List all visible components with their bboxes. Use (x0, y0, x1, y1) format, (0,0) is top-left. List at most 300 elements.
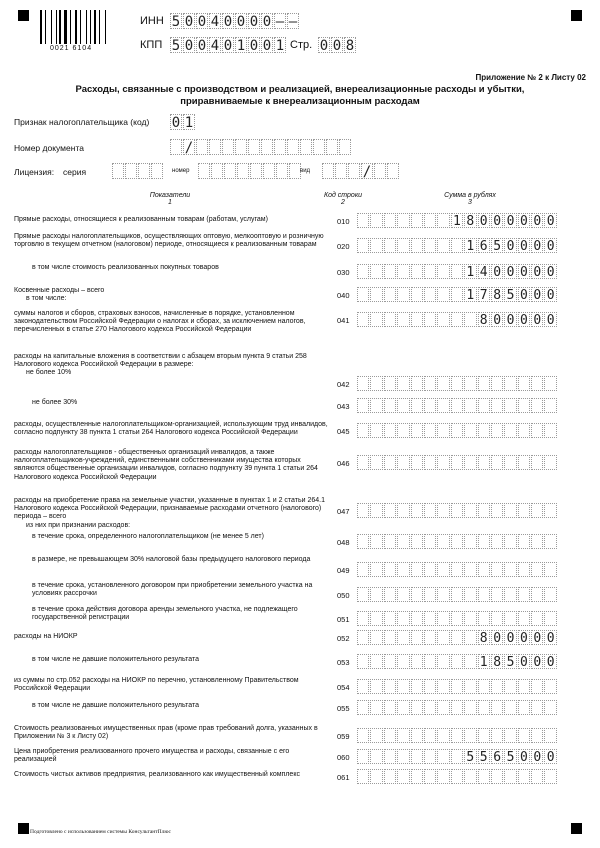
row-label-text: в том числе не давшие положительного результата (32, 702, 199, 709)
amount-digit (437, 376, 449, 391)
row-amount-field[interactable] (357, 587, 558, 602)
column-header-indicators-number: 1 (168, 199, 172, 206)
column-header-code (318, 192, 368, 206)
amount-digit (544, 562, 556, 577)
license-number-cell (224, 163, 236, 179)
document-number-cell (274, 139, 286, 155)
amount-digit (491, 423, 503, 438)
amount-digit (437, 287, 449, 302)
amount-digit (544, 398, 556, 413)
amount-digit (357, 423, 369, 438)
amount-digit (531, 398, 543, 413)
amount-digit (397, 562, 409, 577)
row-label (14, 633, 332, 641)
amount-digit (370, 749, 382, 764)
amount-digit (437, 630, 449, 645)
page-number (318, 37, 357, 53)
amount-digit (518, 679, 530, 694)
amount-digit (437, 264, 449, 279)
amount-digit (370, 562, 382, 577)
amount-digit: 4 (478, 264, 490, 279)
row-label (32, 264, 332, 272)
amount-digit (411, 749, 423, 764)
row-amount-field[interactable] (357, 679, 558, 694)
row-code: 030 (337, 268, 350, 277)
amount-digit (424, 398, 436, 413)
row-label (14, 771, 332, 779)
barcode-bar (94, 10, 96, 44)
amount-digit (384, 423, 396, 438)
barcode-bar (53, 10, 55, 44)
license-series-cell (151, 163, 163, 179)
amount-digit (544, 728, 556, 743)
barcode-bar (107, 10, 109, 44)
amount-digit (451, 503, 463, 518)
license-number-field[interactable] (198, 163, 302, 179)
amount-digit (411, 700, 423, 715)
row-code: 053 (337, 658, 350, 667)
row-code: 054 (337, 683, 350, 692)
amount-digit (411, 312, 423, 327)
document-number-cell (261, 139, 273, 155)
license-type-cell: / (362, 164, 372, 180)
amount-digit (451, 534, 463, 549)
column-header-amount-number: 3 (468, 199, 472, 206)
amount-digit: 0 (504, 264, 516, 279)
barcode-bar (68, 10, 69, 44)
amount-digit: 0 (518, 654, 530, 669)
amount-digit (451, 679, 463, 694)
inn-digit: 0 (223, 14, 233, 30)
row-label-text: в течение срока, определенного налогоплательщиком (не менее 5 лет) (32, 533, 264, 540)
amount-digit (370, 769, 382, 784)
amount-digit (411, 287, 423, 302)
license-type-cell (374, 163, 386, 179)
amount-digit (518, 503, 530, 518)
amount-digit (504, 423, 516, 438)
amount-digit (411, 654, 423, 669)
amount-digit (411, 423, 423, 438)
amount-digit (397, 264, 409, 279)
amount-digit (424, 611, 436, 626)
row-amount-field[interactable] (357, 654, 558, 669)
amount-digit (397, 238, 409, 253)
amount-digit (531, 562, 543, 577)
amount-digit (437, 611, 449, 626)
amount-digit (531, 769, 543, 784)
amount-digit (424, 630, 436, 645)
amount-digit (424, 238, 436, 253)
license-number-label: номер (172, 168, 190, 174)
amount-digit (424, 587, 436, 602)
kpp-digit: 4 (210, 38, 220, 54)
license-type-cell (322, 163, 334, 179)
row-amount-field[interactable] (357, 423, 558, 438)
row-amount-field[interactable] (357, 238, 558, 253)
amount-digit (370, 287, 382, 302)
inn-label: ИНН (140, 15, 164, 27)
row-code: 051 (337, 615, 350, 624)
amount-digit (397, 213, 409, 228)
document-number-field[interactable] (170, 139, 352, 155)
amount-digit (437, 423, 449, 438)
row-amount-field[interactable] (357, 534, 558, 549)
row-label (32, 656, 332, 664)
row-sublabel-text: в том числе: (26, 295, 67, 303)
amount-digit: 0 (478, 213, 490, 228)
row-amount-field[interactable] (357, 264, 558, 279)
barcode-bar (92, 10, 93, 44)
amount-digit (464, 562, 476, 577)
amount-digit: 0 (531, 312, 543, 327)
license-type-field[interactable] (322, 163, 400, 179)
amount-digit (357, 398, 369, 413)
amount-digit: 0 (518, 312, 530, 327)
amount-digit (478, 376, 490, 391)
license-type-label: вид (300, 168, 311, 174)
row-amount-field[interactable] (357, 503, 558, 518)
amount-digit (370, 700, 382, 715)
amount-digit (397, 376, 409, 391)
amount-digit (544, 423, 556, 438)
amount-digit (531, 679, 543, 694)
amount-digit (357, 264, 369, 279)
row-label-text: расходы налогоплательщиков - общественных организаций инвалидов, а также налогоплательщиков-учреждений, единственными собственниками имущества которых являются общественные организации инвалидов, согласно подпункту 39 пункта 1 статьи 264 Налогового кодекса Российской Федерации (14, 449, 318, 481)
amount-digit: 0 (544, 287, 556, 302)
barcode-bar (64, 10, 67, 44)
amount-digit (531, 700, 543, 715)
amount-digit: 5 (504, 654, 516, 669)
amount-digit (518, 376, 530, 391)
amount-digit: 6 (491, 749, 503, 764)
amount-digit (451, 587, 463, 602)
amount-digit (370, 213, 382, 228)
amount-digit (384, 398, 396, 413)
row-amount-field[interactable] (357, 728, 558, 743)
amount-digit (451, 312, 463, 327)
document-number-cell: / (184, 140, 194, 156)
page-digit: 8 (345, 38, 355, 54)
row-code: 042 (337, 380, 350, 389)
amount-digit (464, 630, 476, 645)
amount-digit (464, 769, 476, 784)
row-label-text: суммы налогов и сборов, страховых взносов, начисленные в порядке, установленном законодательством Российской Федерации о налогах и сборах, за исключением налогов, перечисленных в статье 270 Налогового кодекса Российской Федерации (14, 310, 306, 334)
row-label (14, 748, 332, 764)
row-code: 049 (337, 566, 350, 575)
amount-digit (518, 562, 530, 577)
amount-digit (478, 679, 490, 694)
inn-value (170, 13, 300, 29)
amount-digit (464, 654, 476, 669)
amount-digit: 0 (531, 654, 543, 669)
amount-digit (478, 398, 490, 413)
row-label-text: не более 30% (32, 399, 78, 406)
document-number-label: Номер документа (14, 143, 84, 153)
barcode-bar (59, 10, 61, 44)
row-code: 060 (337, 753, 350, 762)
amount-digit (424, 312, 436, 327)
amount-digit (518, 728, 530, 743)
amount-digit: 0 (491, 264, 503, 279)
amount-digit (437, 534, 449, 549)
amount-digit: 0 (518, 213, 530, 228)
row-label (14, 216, 332, 224)
amount-digit (424, 679, 436, 694)
kpp-label: КПП (140, 39, 163, 51)
row-amount-field[interactable] (357, 630, 558, 645)
amount-digit (478, 769, 490, 784)
amount-digit: 8 (478, 312, 490, 327)
amount-digit (424, 503, 436, 518)
amount-digit (451, 769, 463, 784)
amount-digit (411, 534, 423, 549)
amount-digit (437, 728, 449, 743)
amount-digit (424, 264, 436, 279)
amount-digit (357, 534, 369, 549)
row-label (32, 702, 332, 710)
barcode-bar (88, 10, 89, 44)
amount-digit (370, 238, 382, 253)
amount-digit (451, 611, 463, 626)
amount-digit (544, 611, 556, 626)
amount-digit: 0 (518, 238, 530, 253)
amount-digit (518, 534, 530, 549)
amount-digit (411, 376, 423, 391)
inn-digit: 0 (262, 14, 272, 30)
row-amount-field[interactable] (357, 287, 558, 302)
document-number-cell (300, 139, 312, 155)
inn-digit: 0 (249, 14, 259, 30)
license-series-cell (125, 163, 137, 179)
row-sublabel-text: не более 10% (26, 369, 72, 377)
row-sublabel-text: из них при признании расходов: (26, 521, 131, 529)
amount-digit (491, 679, 503, 694)
amount-digit (357, 287, 369, 302)
amount-digit (411, 264, 423, 279)
amount-digit (384, 455, 396, 470)
amount-digit (370, 728, 382, 743)
amount-digit: 0 (544, 264, 556, 279)
amount-digit (384, 213, 396, 228)
amount-digit: 8 (491, 287, 503, 302)
kpp-digit: 1 (275, 38, 285, 54)
license-type-cell (348, 163, 360, 179)
amount-digit (464, 503, 476, 518)
amount-digit: 0 (531, 630, 543, 645)
inn-digit: 4 (210, 14, 220, 30)
page-digit: 0 (332, 38, 342, 54)
taxpayer-sign-field[interactable] (170, 114, 196, 130)
row-amount-field[interactable] (357, 700, 558, 715)
row-code: 046 (337, 459, 350, 468)
amount-digit (424, 213, 436, 228)
amount-digit (424, 287, 436, 302)
barcode-bar (80, 10, 81, 44)
row-label-text: из суммы по стр.052 расходы на НИОКР по перечню, установленному Правительством Российской Федерации (14, 677, 299, 693)
amount-digit (384, 654, 396, 669)
barcode-bar (82, 10, 85, 44)
document-number-cell (313, 139, 325, 155)
amount-digit: 8 (478, 630, 490, 645)
amount-digit (397, 700, 409, 715)
document-number-cell (326, 139, 338, 155)
row-label-text: Стоимость реализованных имущественных прав (кроме прав требований долга, указанных в Приложении № 3 к Листу 02) (14, 725, 318, 741)
amount-digit (544, 376, 556, 391)
amount-digit: 0 (518, 749, 530, 764)
amount-digit (518, 587, 530, 602)
amount-digit (478, 700, 490, 715)
amount-digit (384, 630, 396, 645)
amount-digit (424, 534, 436, 549)
amount-digit (437, 238, 449, 253)
row-label-text: расходы, осуществленные налогоплательщиком-организацией, использующим труд инвалидов, согласно подпункту 38 пункта 1 статьи 264 Налогового кодекса Российской Федерации (14, 421, 328, 437)
license-type-cell (387, 163, 399, 179)
amount-digit (397, 398, 409, 413)
document-number-cell (235, 139, 247, 155)
row-amount-field[interactable] (357, 312, 558, 327)
license-series-field[interactable] (112, 163, 164, 179)
amount-digit (504, 587, 516, 602)
amount-digit: 5 (478, 749, 490, 764)
page-digit: 0 (319, 38, 329, 54)
row-code: 052 (337, 634, 350, 643)
amount-digit: 0 (491, 213, 503, 228)
taxpayer-sign-digit: 0 (171, 115, 181, 131)
amount-digit (437, 700, 449, 715)
row-code: 020 (337, 242, 350, 251)
amount-digit: 5 (504, 749, 516, 764)
amount-digit: 1 (464, 264, 476, 279)
amount-digit (491, 769, 503, 784)
amount-digit (384, 562, 396, 577)
row-label (32, 533, 332, 541)
document-number-cell (196, 139, 208, 155)
amount-digit (504, 728, 516, 743)
amount-digit (424, 700, 436, 715)
kpp-digit: 0 (197, 38, 207, 54)
amount-digit (464, 312, 476, 327)
amount-digit (478, 423, 490, 438)
amount-digit (544, 769, 556, 784)
amount-digit (411, 213, 423, 228)
barcode-bar (43, 10, 44, 44)
inn-digit: – (288, 14, 298, 30)
amount-digit (411, 769, 423, 784)
amount-digit (531, 376, 543, 391)
kpp-digit: 0 (262, 38, 272, 54)
amount-digit (464, 728, 476, 743)
amount-digit (531, 503, 543, 518)
amount-digit: 1 (451, 213, 463, 228)
amount-digit (357, 587, 369, 602)
amount-digit (451, 654, 463, 669)
footer-note: Подготовлено с использованием системы КонсультантПлюс (30, 829, 171, 835)
amount-digit: 0 (531, 264, 543, 279)
amount-digit (437, 455, 449, 470)
amount-digit (384, 679, 396, 694)
amount-digit: 0 (544, 654, 556, 669)
row-code: 048 (337, 538, 350, 547)
row-amount-field[interactable] (357, 398, 558, 413)
amount-digit (491, 728, 503, 743)
row-amount-field[interactable] (357, 769, 558, 784)
barcode-bar (56, 10, 57, 44)
amount-digit (370, 611, 382, 626)
row-label-text: Стоимость чистых активов предприятия, реализованного как имущественный комплекс (14, 771, 300, 778)
amount-digit (491, 534, 503, 549)
row-label-text: расходы на капитальные вложения в соответствии с абзацем вторым пункта 9 статьи 258 Налогового кодекса Российской Федерации в размере: (14, 353, 307, 369)
amount-digit (397, 679, 409, 694)
row-amount-field[interactable] (357, 455, 558, 470)
amount-digit: 6 (478, 238, 490, 253)
kpp-value (170, 37, 287, 53)
amount-digit (531, 611, 543, 626)
amount-digit (384, 611, 396, 626)
amount-digit (357, 630, 369, 645)
barcode-bar (45, 10, 46, 44)
barcode (40, 10, 110, 44)
license-number-cell (276, 163, 288, 179)
amount-digit (504, 455, 516, 470)
amount-digit: 5 (491, 238, 503, 253)
amount-digit (424, 455, 436, 470)
amount-digit: 0 (491, 630, 503, 645)
amount-digit (424, 562, 436, 577)
amount-digit (397, 611, 409, 626)
inn-digit: 0 (236, 14, 246, 30)
amount-digit (531, 587, 543, 602)
barcode-bar (86, 10, 87, 44)
amount-digit (437, 769, 449, 784)
amount-digit: 0 (544, 630, 556, 645)
row-label (14, 677, 332, 693)
amount-digit (397, 312, 409, 327)
row-label (32, 606, 332, 622)
amount-digit (518, 455, 530, 470)
amount-digit (464, 587, 476, 602)
amount-digit: 0 (504, 213, 516, 228)
amount-digit (357, 503, 369, 518)
amount-digit (544, 587, 556, 602)
document-number-cell (248, 139, 260, 155)
amount-digit (504, 700, 516, 715)
amount-digit (424, 728, 436, 743)
amount-digit (544, 455, 556, 470)
document-number-cell (287, 139, 299, 155)
row-amount-field[interactable] (357, 562, 558, 577)
row-amount-field[interactable] (357, 611, 558, 626)
amount-digit (384, 728, 396, 743)
license-label: Лицензия: (14, 167, 55, 177)
row-amount-field[interactable] (357, 749, 558, 764)
amount-digit: 7 (478, 287, 490, 302)
amount-digit (411, 238, 423, 253)
license-series-cell (138, 163, 150, 179)
amount-digit: 8 (464, 213, 476, 228)
amount-digit (504, 503, 516, 518)
amount-digit: 0 (544, 238, 556, 253)
amount-digit (464, 398, 476, 413)
amount-digit (531, 423, 543, 438)
row-amount-field[interactable] (357, 213, 558, 228)
column-header-amount (420, 192, 520, 206)
amount-digit (437, 398, 449, 413)
document-number-cell (209, 139, 221, 155)
amount-digit (491, 398, 503, 413)
amount-digit (370, 264, 382, 279)
amount-digit (411, 630, 423, 645)
row-amount-field[interactable] (357, 376, 558, 391)
